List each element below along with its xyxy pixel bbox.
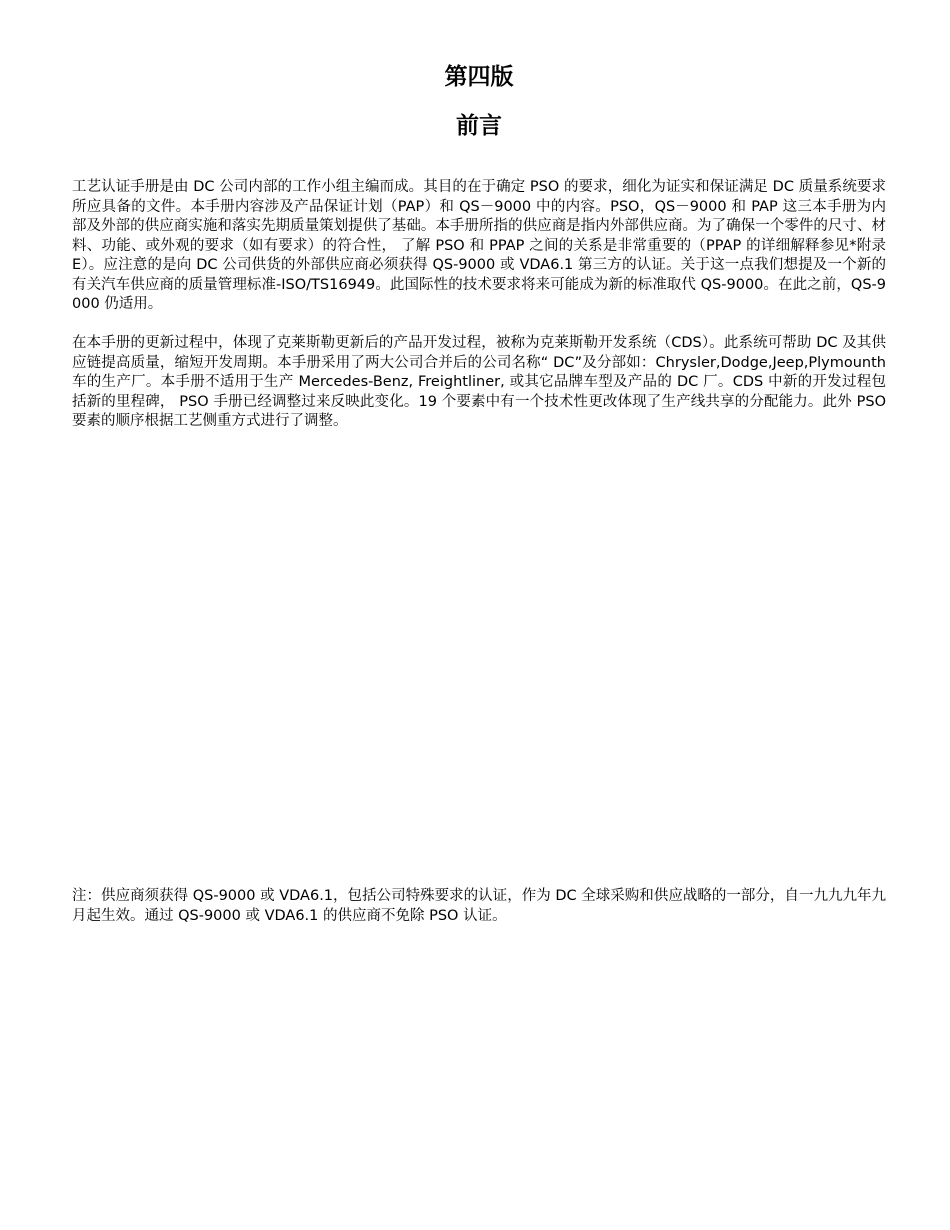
edition-heading: 第四版 — [444, 64, 514, 90]
body-paragraph-2: 在本手册的更新过程中，体现了克莱斯勒更新后的产品开发过程，被称为克莱斯勒开发系统（CDS）。此系统可帮助 DC 及其供应链提高质量，缩短开发周期。本手册采用了两大公司合并后的公司名称“ DC”及分部如：Chrysler,Dodge,Jeep,Plymounth 车的生产厂。本手册不适用于生产 Mercedes-Benz, Freightliner, 或其它品牌车型及产品的 DC 厂。CDS 中新的开发过程包括新的里程碑， PSO 手册已经调整过来反映此变化。19 个要素中有一个技术性更改体现了生产线共享的分配能力。此外 PSO 要素的顺序根据工艺侧重方式进行了调整。 — [72, 335, 886, 429]
footer-note: 注：供应商须获得 QS-9000 或 VDA6.1，包括公司特殊要求的认证，作为 DC 全球采购和供应战略的一部分，自一九九九年九月起生效。通过 QS-9000 或 VDA6.1 的供应商不免除 PSO 认证。 — [72, 888, 886, 924]
page-title: 前言 — [456, 113, 502, 139]
body-paragraph-1: 工艺认证手册是由 DC 公司内部的工作小组主编而成。其目的在于确定 PSO 的要求，细化为证实和保证满足 DC 质量系统要求所应具备的文件。本手册内容涉及产品保证计划（PAP）和 QS－9000 中的内容。PSO，QS－9000 和 PAP 这三本手册为内部及外部的供应商实施和落实先期质量策划提供了基础。本手册所指的供应商是指内外部供应商。为了确保一个零件的尺寸、材料、功能、或外观的要求（如有要求）的符合性， 了解 PSO 和 PPAP 之间的关系是非常重要的（PPAP 的详细解释参见*附录 E）。应注意的是向 DC 公司供货的外部供应商必须获得 QS-9000 或 VDA6.1 第三方的认证。关于这一点我们想提及一个新的有关汽车供应商的质量管理标准-ISO/TS16949。此国际性的技术要求将来可能成为新的标准取代 QS-9000。在此之前，QS-9000 仍适用。 — [72, 179, 886, 312]
